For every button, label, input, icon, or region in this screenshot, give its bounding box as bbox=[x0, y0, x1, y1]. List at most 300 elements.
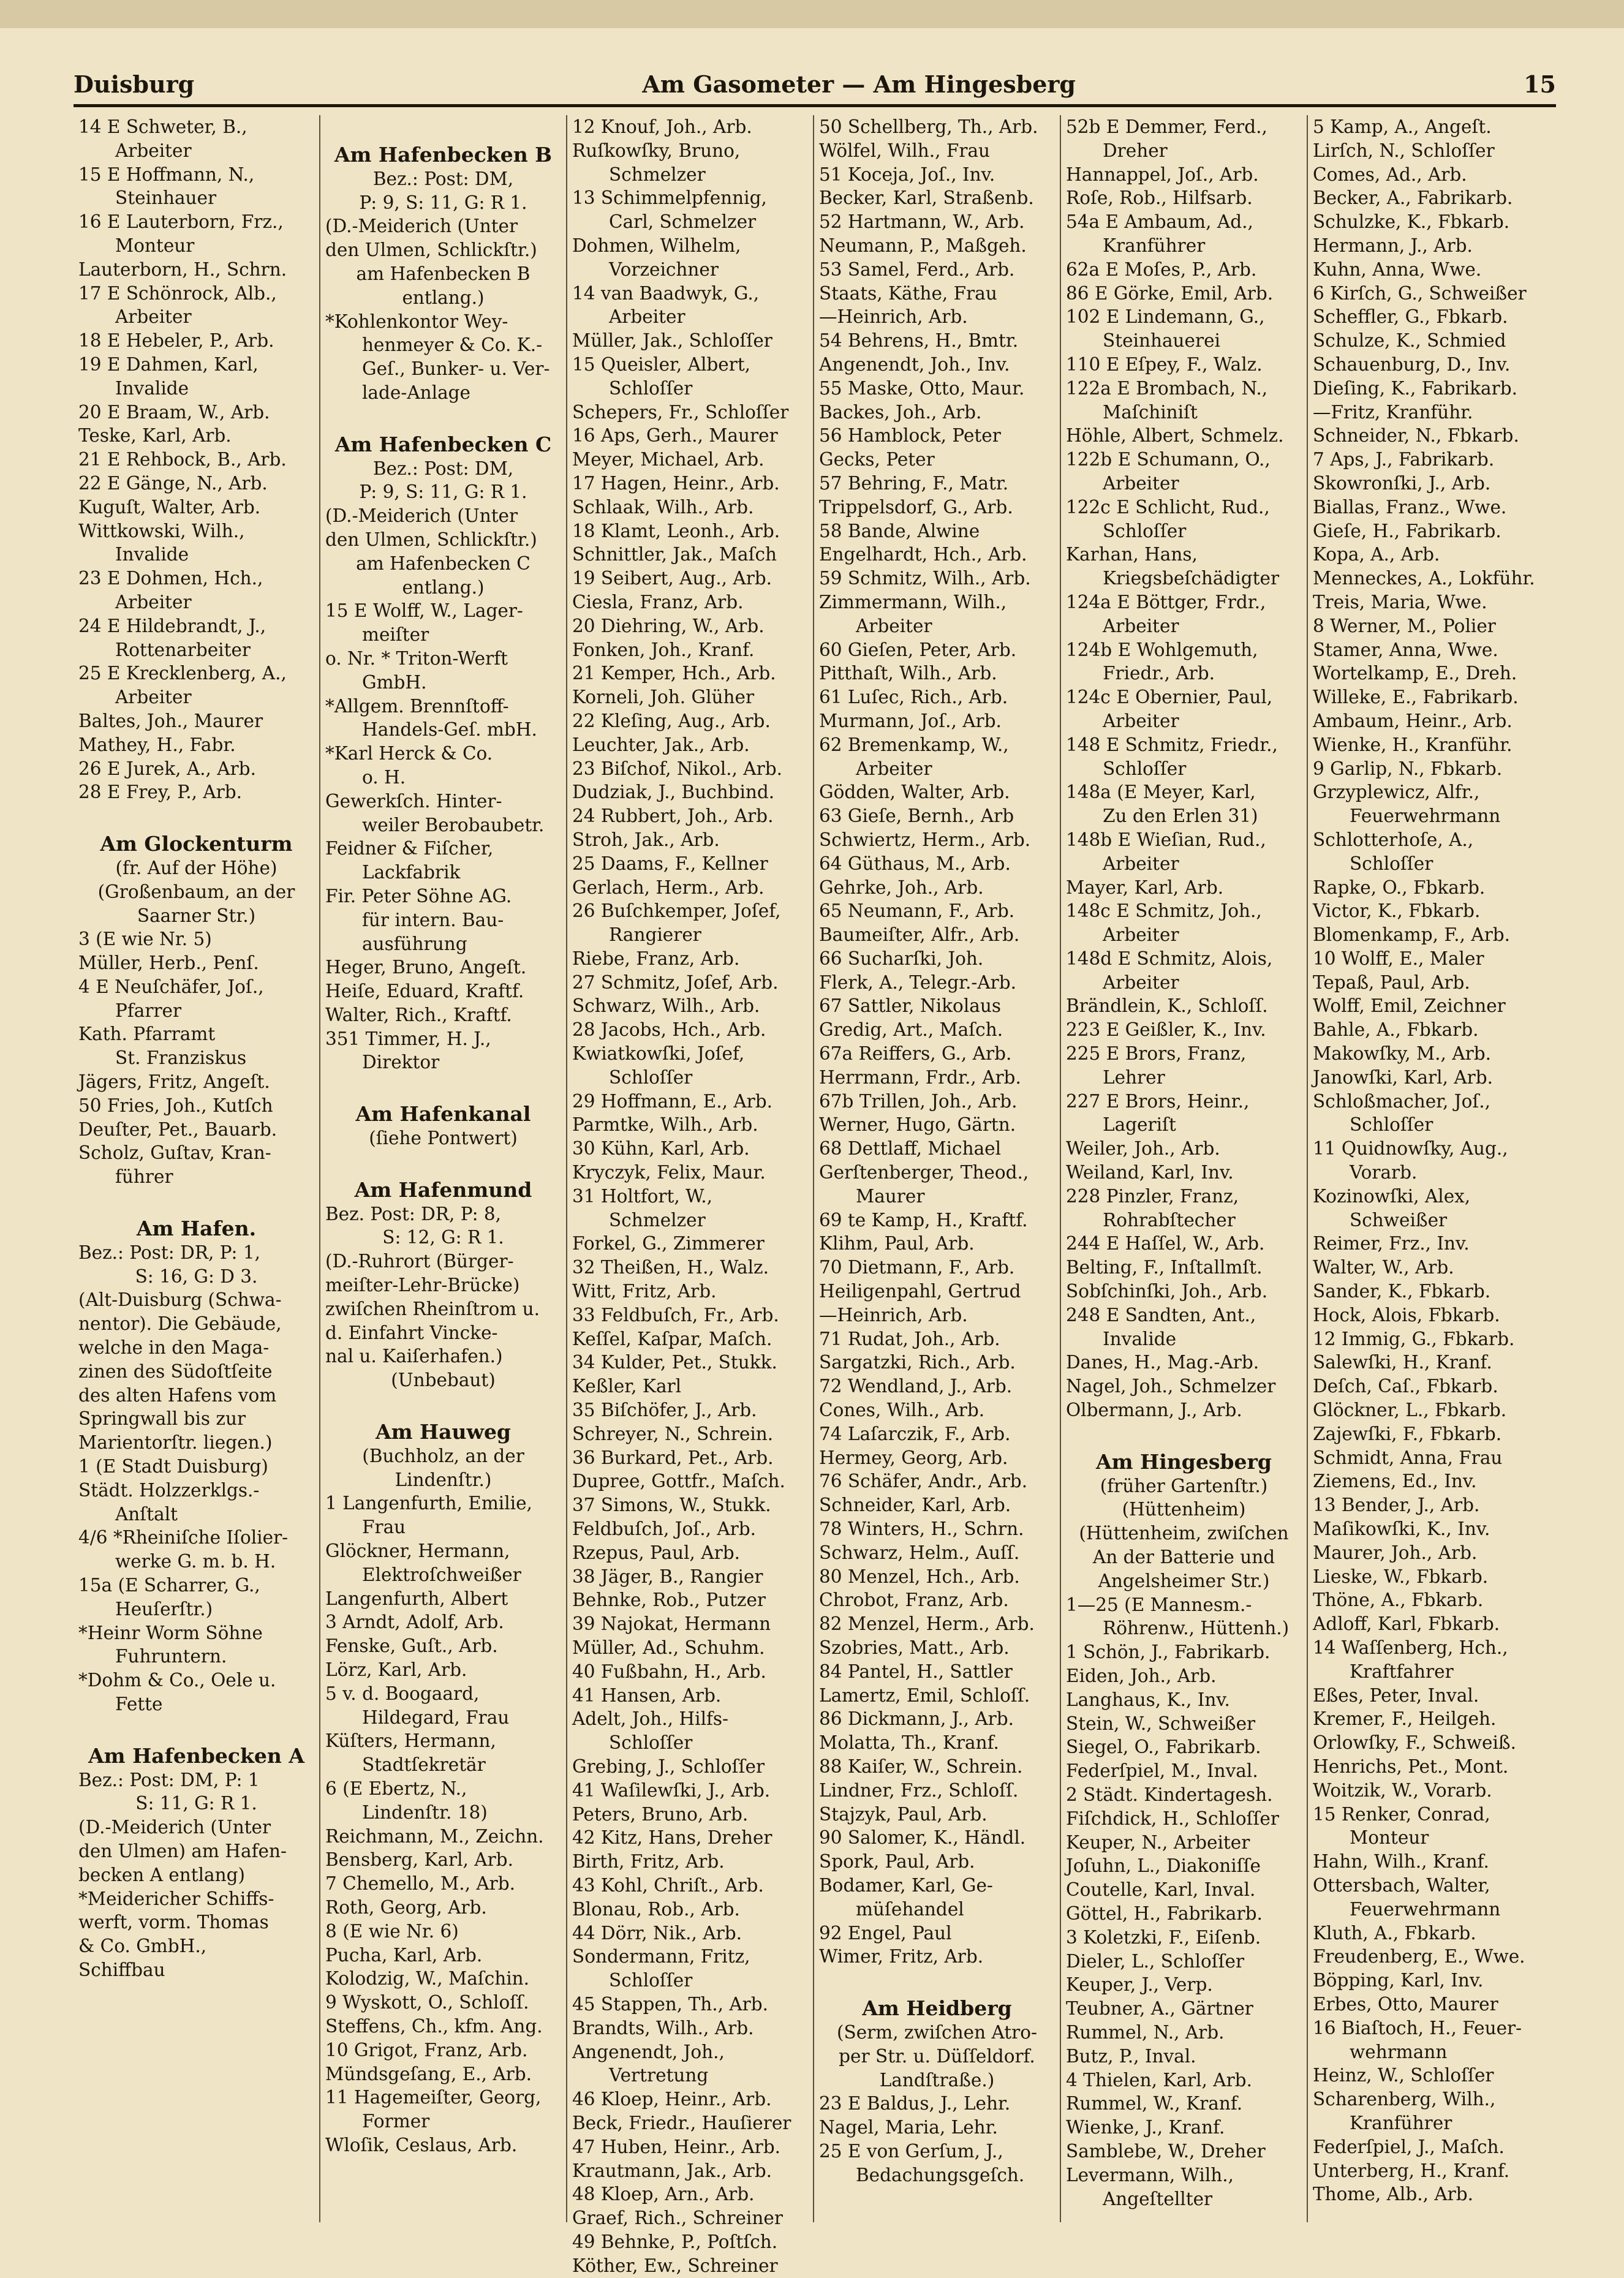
directory-entry: Jägers, Fritz, Angeſt. bbox=[78, 1071, 270, 1093]
directory-entry: 52 Hartmann, W., Arb. bbox=[819, 211, 1025, 233]
directory-entry: Krautmann, Jak., Arb. bbox=[572, 2160, 772, 2181]
directory-entry: Arbeiter bbox=[609, 306, 685, 328]
directory-entry: Coutelle, Karl, Inval. bbox=[1066, 1879, 1256, 1901]
directory-entry: Neumann, P., Maßgeh. bbox=[819, 235, 1027, 256]
directory-entry: 28 E Frey, P., Arb. bbox=[78, 782, 243, 803]
street-heading: Am Glockenturm bbox=[100, 832, 293, 856]
directory-entry: Fir. Peter Söhne AG. bbox=[325, 885, 512, 907]
directory-entry: (D.-Meiderich (Unter bbox=[325, 216, 518, 237]
directory-entry: Olbermann, J., Arb. bbox=[1066, 1400, 1242, 1421]
directory-entry: Gredig, Art., Maſch. bbox=[819, 1019, 1003, 1041]
street-heading: Am Hafenmund bbox=[354, 1177, 532, 1202]
directory-entry: Baumeiſter, Alfr., Arb. bbox=[819, 924, 1020, 946]
directory-entry: 51 Koceja, Joſ., Inv. bbox=[819, 164, 995, 185]
directory-entry: 74 Laſarczik, F., Arb. bbox=[819, 1423, 1011, 1444]
directory-entry: Heuſerſtr.) bbox=[115, 1598, 213, 1620]
directory-entry: Friedr., Arb. bbox=[1103, 663, 1215, 684]
directory-entry: Steinhauerei bbox=[1103, 330, 1220, 352]
directory-entry: 61 Luſec, Rich., Arb. bbox=[819, 687, 1008, 708]
directory-entry: Herrmann, Frdr., Arb. bbox=[819, 1066, 1021, 1088]
street-note: (ſiehe Pontwert) bbox=[369, 1128, 518, 1149]
directory-entry: Keßler, Karl bbox=[572, 1376, 682, 1397]
directory-entry: Kriegsbeſchädigter bbox=[1103, 568, 1280, 589]
directory-entry: Arbeiter bbox=[115, 687, 192, 708]
directory-entry: Baltes, Joh., Maurer bbox=[78, 710, 263, 731]
directory-entry: Lamertz, Emil, Schloſſ. bbox=[819, 1684, 1030, 1706]
directory-entry: Dupree, Gottfr., Maſch. bbox=[572, 1471, 785, 1492]
directory-entry: 9 Wyskott, O., Schloſſ. bbox=[325, 1992, 529, 2013]
directory-entry: 59 Schmitz, Wilh., Arb. bbox=[819, 568, 1031, 589]
directory-entry: 47 Huben, Heinr., Arb. bbox=[572, 2136, 781, 2157]
directory-entry: Dreher bbox=[1103, 140, 1168, 161]
directory-entry: Gerlach, Herm., Arb. bbox=[572, 877, 765, 898]
directory-entry: Meyer, Michael, Arb. bbox=[572, 449, 765, 470]
street-note: (Serm, zwiſchen Atro- bbox=[837, 2021, 1037, 2043]
directory-entry: Langhaus, K., Inv. bbox=[1066, 1689, 1230, 1710]
directory-column-1 bbox=[74, 115, 320, 2222]
directory-entry: Steinhauer bbox=[115, 187, 217, 209]
directory-entry: 124a E Böttger, Frdr., bbox=[1066, 591, 1266, 613]
directory-entry: 122b E Schumann, O., bbox=[1066, 449, 1271, 470]
directory-entry: Keuper, J., Verp. bbox=[1066, 1974, 1213, 1996]
directory-entry: Vorzeichner bbox=[609, 258, 719, 280]
directory-entry: Rangierer bbox=[609, 924, 701, 946]
directory-entry: 66 Sucharſki, Joh. bbox=[819, 948, 984, 969]
directory-entry: Angenendt, Joh., Inv. bbox=[819, 353, 1010, 375]
directory-entry: 70 Dietmann, F., Arb. bbox=[819, 1257, 1015, 1278]
directory-entry: Arbeiter bbox=[1103, 924, 1179, 946]
directory-entry: Lackfabrik bbox=[362, 862, 461, 883]
directory-entry: 62 Bremenkamp, W., bbox=[819, 734, 1009, 755]
directory-entry: 124b E Wohlgemuth, bbox=[1066, 639, 1258, 660]
directory-entry: Zajewſki, F., Fbkarb. bbox=[1313, 1423, 1502, 1444]
directory-entry: 84 Pantel, H., Sattler bbox=[819, 1661, 1013, 1682]
directory-entry: Riebe, Franz, Arb. bbox=[572, 948, 740, 969]
directory-entry: —Heinrich, Arb. bbox=[819, 306, 968, 328]
directory-entry: wehrmann bbox=[1350, 2041, 1448, 2062]
directory-entry: Backes, Joh., Arb. bbox=[819, 401, 982, 423]
directory-entry: d. Einfahrt Vincke- bbox=[325, 1322, 498, 1343]
street-heading: Am Hafenbecken C bbox=[334, 432, 552, 456]
directory-entry: Hock, Alois, Fbkarb. bbox=[1313, 1304, 1500, 1326]
directory-entry: Deſch, Caſ., Fbkarb. bbox=[1313, 1376, 1498, 1397]
directory-entry: Hahn, Wilh., Kranf. bbox=[1313, 1851, 1489, 1873]
directory-entry: 29 Hoffmann, E., Arb. bbox=[572, 1090, 773, 1112]
directory-entry: Biallas, Franz., Wwe. bbox=[1313, 496, 1507, 518]
directory-entry: Walter, Rich., Kraftf. bbox=[325, 1004, 512, 1025]
directory-entry: Angeſtellter bbox=[1103, 2188, 1213, 2209]
directory-entry: Wittkowski, Wilh., bbox=[78, 520, 245, 541]
directory-entry: Becker, A., Fabrikarb. bbox=[1313, 187, 1513, 209]
directory-entry: Schloſſer bbox=[609, 1066, 693, 1088]
directory-entry: 41 Hansen, Arb. bbox=[572, 1684, 722, 1706]
directory-entry: Keuper, N., Arbeiter bbox=[1066, 1831, 1250, 1853]
directory-entry: 122c E Schlicht, Rud., bbox=[1066, 496, 1270, 518]
directory-entry: (D.-Ruhrort (Bürger- bbox=[325, 1251, 514, 1272]
directory-entry: Forkel, G., Zimmerer bbox=[572, 1233, 765, 1254]
directory-entry: Schnittler, Jak., Maſch bbox=[572, 544, 777, 565]
directory-entry: —Heinrich, Arb. bbox=[819, 1304, 968, 1326]
directory-entry: Stroh, Jak., Arb. bbox=[572, 829, 720, 850]
directory-entry: 148d E Schmitz, Alois, bbox=[1066, 948, 1273, 969]
directory-entry: 36 Burkard, Pet., Arb. bbox=[572, 1447, 774, 1468]
directory-entry: Glöckner, L., Fbkarb. bbox=[1313, 1400, 1507, 1421]
directory-entry: o. H. bbox=[362, 766, 406, 788]
directory-entry: 4 E Neuſchäfer, Joſ., bbox=[78, 976, 264, 997]
directory-entry: Adloff, Karl, Fbkarb. bbox=[1313, 1613, 1500, 1635]
street-note: am Hafenbecken C bbox=[356, 553, 531, 574]
directory-entry: Fette bbox=[115, 1694, 163, 1714]
header-rule bbox=[74, 104, 1556, 107]
directory-entry: 227 E Brors, Heinr., bbox=[1066, 1090, 1250, 1112]
directory-entry: Schwiertz, Herm., Arb. bbox=[819, 829, 1031, 850]
directory-entry: Treis, Maria, Wwe. bbox=[1313, 591, 1487, 613]
directory-entry: 7 Chemello, M., Arb. bbox=[325, 1873, 515, 1895]
directory-entry: Lehrer bbox=[1103, 1066, 1165, 1088]
directory-entry: Dieler, L., Schloſſer bbox=[1066, 1950, 1245, 1972]
directory-entry: *Meidericher Schiffs- bbox=[78, 1888, 274, 1909]
directory-entry: Staats, Käthe, Frau bbox=[819, 282, 997, 304]
directory-entry: Schloſſer bbox=[1103, 758, 1187, 779]
directory-column-4 bbox=[814, 115, 1061, 2222]
directory-entry: Kremer, F., Heilgeh. bbox=[1313, 1708, 1497, 1730]
directory-entry: & Co. GmbH., bbox=[78, 1936, 207, 1957]
directory-entry: 18 E Hebeler, P., Arb. bbox=[78, 330, 274, 352]
directory-entry: Tepaß, Paul, Arb. bbox=[1313, 971, 1470, 993]
directory-entry: Lirſch, N., Schloſſer bbox=[1313, 140, 1495, 161]
directory-entry: Gieſe, H., Fabrikarb. bbox=[1313, 520, 1501, 541]
directory-entry: werke G. m. b. H. bbox=[115, 1551, 276, 1572]
directory-entry: 148 E Schmitz, Friedr., bbox=[1066, 734, 1278, 755]
directory-entry: Geſ., Bunker- u. Ver- bbox=[362, 358, 550, 380]
directory-entry: 35 Biſchöfer, J., Arb. bbox=[572, 1400, 757, 1421]
directory-column-2 bbox=[320, 115, 567, 2222]
directory-entry: 45 Stappen, Th., Arb. bbox=[572, 1993, 769, 2015]
directory-entry: 15 E Hoffmann, N., bbox=[78, 164, 255, 185]
directory-entry: 21 Kemper, Hch., Arb. bbox=[572, 663, 776, 684]
directory-entry: 223 E Geißler, K., Inv. bbox=[1066, 1019, 1266, 1041]
directory-entry: zinen des Südoſtſeite bbox=[78, 1360, 273, 1382]
street-note: Saarner Str.) bbox=[137, 905, 256, 926]
directory-column-3 bbox=[567, 115, 814, 2276]
directory-entry: o. Nr. * Triton-Werft bbox=[325, 647, 508, 669]
directory-entry: 20 E Braam, W., Arb. bbox=[78, 401, 270, 423]
directory-entry: Fiſchdick, H., Schloſſer bbox=[1066, 1808, 1279, 1829]
directory-entry: Beck, Friedr., Hauſierer bbox=[572, 2112, 791, 2133]
street-note: (Großenbaum, an der bbox=[97, 881, 295, 902]
directory-entry: Schlotterhoſe, A., bbox=[1313, 829, 1474, 850]
directory-entry: welche in den Maga- bbox=[78, 1337, 270, 1359]
directory-entry: Teubner, A., Gärtner bbox=[1066, 1998, 1253, 2020]
directory-entry: 60 Gieſen, Peter, Arb. bbox=[819, 639, 1017, 660]
directory-entry: Schepers, Fr., Schloſſer bbox=[572, 401, 789, 423]
directory-entry: 86 E Görke, Emil, Arb. bbox=[1066, 282, 1274, 304]
directory-entry: 15 Renker, Conrad, bbox=[1313, 1803, 1490, 1825]
directory-entry: Monteur bbox=[1350, 1827, 1429, 1849]
directory-entry: Heger, Bruno, Angeſt. bbox=[325, 957, 527, 978]
directory-entry: Willeke, E., Fabrikarb. bbox=[1313, 687, 1519, 708]
directory-entry: Wortelkamp, E., Dreh. bbox=[1313, 663, 1517, 684]
street-heading: Am Hauweg bbox=[375, 1420, 512, 1444]
directory-entry: meiſter bbox=[362, 624, 429, 646]
directory-entry: 41 Waſilewſki, J., Arb. bbox=[572, 1779, 771, 1801]
directory-entry: Schiffbau bbox=[78, 1959, 165, 1980]
directory-entry: nal u. Kaiſerhafen.) bbox=[325, 1346, 503, 1367]
directory-entry: Küſters, Hermann, bbox=[325, 1730, 496, 1752]
directory-entry: 44 Dörr, Nik., Arb. bbox=[572, 1922, 742, 1944]
directory-entry: 18 Klamt, Leonh., Arb. bbox=[572, 520, 780, 541]
directory-entry: 5 Kamp, A., Angeſt. bbox=[1313, 116, 1492, 137]
directory-entry: Lageriſt bbox=[1103, 1114, 1176, 1136]
directory-entry: Maurer bbox=[856, 1185, 925, 1207]
directory-entry: 65 Neumann, F., Arb. bbox=[819, 900, 1015, 922]
directory-entry: 17 Hagen, Heinr., Arb. bbox=[572, 472, 780, 494]
street-note: (Hüttenheim, zwiſchen bbox=[1079, 1523, 1289, 1544]
directory-entry: Engelhardt, Hch., Arb. bbox=[819, 544, 1027, 565]
directory-entry: Feuerwehrmann bbox=[1350, 805, 1501, 827]
directory-entry: Arbeiter bbox=[115, 306, 192, 328]
street-note: P: 9, S: 11, G: R 1. bbox=[359, 481, 527, 503]
directory-entry: Feidner & Fiſcher, bbox=[325, 838, 494, 859]
directory-entry: Schloſſer bbox=[1350, 1114, 1433, 1136]
directory-entry: Frau bbox=[362, 1517, 406, 1538]
directory-entry: 54 Behrens, H., Bmtr. bbox=[819, 330, 1019, 352]
directory-entry: 67a Reiffers, G., Arb. bbox=[819, 1043, 1012, 1065]
header-page-number: 15 bbox=[1524, 70, 1556, 98]
directory-entry: Hildegard, Frau bbox=[362, 1707, 510, 1728]
directory-entry: 15 Queisler, Albert, bbox=[572, 353, 751, 375]
directory-entry: 57 Behring, F., Matr. bbox=[819, 472, 1009, 494]
directory-entry: Unterberg, H., Kranf. bbox=[1313, 2160, 1510, 2181]
page-top-edge bbox=[0, 0, 1624, 28]
directory-entry: Arbeiter bbox=[856, 615, 932, 636]
directory-entry: weiler Berobaubetr. bbox=[362, 814, 545, 835]
directory-entry: 24 E Hildebrandt, J., bbox=[78, 615, 266, 636]
directory-entry: Sobſchinſki, Joh., Arb. bbox=[1066, 1281, 1268, 1302]
directory-entry: Ciesla, Franz, Arb. bbox=[572, 591, 744, 613]
directory-entry: 110 E Eſpey, F., Walz. bbox=[1066, 353, 1263, 375]
directory-entry: 26 Buſchkemper, Joſef, bbox=[572, 900, 781, 922]
directory-entry: Gödden, Walter, Arb. bbox=[819, 782, 1010, 803]
directory-entry: Kranführer bbox=[1350, 2112, 1452, 2133]
directory-entry: 50 Fries, Joh., Kutſch bbox=[78, 1095, 273, 1116]
directory-entry: Becker, Karl, Straßenb. bbox=[819, 187, 1034, 209]
directory-entry: Kluth, A., Fbkarb. bbox=[1313, 1922, 1476, 1944]
directory-entry: Feldbuſch, Joſ., Arb. bbox=[572, 1518, 757, 1540]
directory-entry: 86 Dickmann, J., Arb. bbox=[819, 1708, 1014, 1730]
directory-entry: Thöne, A., Fbkarb. bbox=[1313, 1590, 1484, 1611]
directory-entry: Invalide bbox=[115, 544, 189, 565]
directory-entry: 8 (E wie Nr. 6) bbox=[325, 1920, 459, 1942]
directory-entry: Korneli, Joh. Glüher bbox=[572, 687, 755, 708]
directory-entry: 49 Behnke, P., Poſtſch. bbox=[572, 2231, 778, 2252]
directory-entry: Arbeiter bbox=[1103, 710, 1179, 731]
directory-entry: Müller, Herb., Penſ. bbox=[78, 952, 259, 974]
directory-entry: 24 Rubbert, Joh., Arb. bbox=[572, 805, 774, 827]
street-heading: Am Hafen. bbox=[136, 1216, 257, 1241]
directory-entry: Kopa, A., Arb. bbox=[1313, 544, 1440, 565]
directory-entry: Schneider, Karl, Arb. bbox=[819, 1495, 1011, 1516]
directory-entry: Hermey, Georg, Arb. bbox=[819, 1447, 1008, 1468]
directory-entry: Schmelzer bbox=[609, 164, 706, 185]
directory-entry: Rummel, N., Arb. bbox=[1066, 2021, 1225, 2043]
directory-entry: Cones, Wilh., Arb. bbox=[819, 1400, 985, 1421]
directory-entry: Böpping, Karl, Inv. bbox=[1313, 1970, 1484, 1991]
directory-entry: 148a (E Meyer, Karl, bbox=[1066, 782, 1256, 803]
directory-entry: Arbeiter bbox=[1103, 615, 1179, 636]
directory-entry: Glöckner, Hermann, bbox=[325, 1541, 510, 1562]
directory-entry: Elektroſchweißer bbox=[362, 1564, 521, 1585]
directory-entry: 37 Simons, W., Stukk. bbox=[572, 1495, 771, 1516]
directory-entry: 32 Theißen, H., Walz. bbox=[572, 1257, 769, 1278]
directory-entry: Henrichs, Pet., Mont. bbox=[1313, 1756, 1509, 1777]
directory-entry: Bodamer, Karl, Ge- bbox=[819, 1874, 993, 1896]
directory-entry: 67 Sattler, Nikolaus bbox=[819, 995, 1001, 1017]
directory-entry: *Heinr Worm Söhne bbox=[78, 1622, 263, 1643]
directory-entry: lade-Anlage bbox=[362, 382, 470, 403]
directory-entry: Behnke, Rob., Putzer bbox=[572, 1590, 766, 1611]
directory-entry: Müller, Ad., Schuhm. bbox=[572, 1637, 765, 1658]
directory-entry: Erbes, Otto, Maurer bbox=[1313, 1993, 1498, 2015]
directory-entry: Parmtke, Wilh., Arb. bbox=[572, 1114, 758, 1136]
directory-entry: Bahle, A., Fbkarb. bbox=[1313, 1019, 1479, 1041]
directory-entry: Schloſſer bbox=[1350, 853, 1433, 874]
directory-entry: Heiligenpahl, Gertrud bbox=[819, 1281, 1021, 1302]
directory-entry: Brändlein, K., Schloſſ. bbox=[1066, 995, 1268, 1017]
directory-entry: 25 E Krecklenberg, A., bbox=[78, 663, 287, 684]
directory-entry: Scholz, Guſtav, Kran- bbox=[78, 1142, 271, 1164]
directory-entry: 80 Menzel, Hch., Arb. bbox=[819, 1566, 1020, 1587]
directory-entry: 42 Kitz, Hans, Dreher bbox=[572, 1827, 772, 1849]
street-note: S: 12, G: R 1. bbox=[382, 1227, 504, 1248]
directory-entry: 13 Schimmelpfennig, bbox=[572, 187, 767, 209]
directory-entry: 26 E Jurek, A., Arb. bbox=[78, 758, 256, 779]
directory-entry: 19 E Dahmen, Karl, bbox=[78, 353, 259, 375]
directory-entry: meiſter-Lehr-Brücke) bbox=[325, 1275, 520, 1296]
directory-entry: 12 Knouf, Joh., Arb. bbox=[572, 116, 752, 137]
directory-entry: Sondermann, Fritz, bbox=[572, 1946, 750, 1967]
directory-entry: Lauterborn, H., Schrn. bbox=[78, 258, 287, 280]
directory-entry: Arbeiter bbox=[115, 140, 192, 161]
street-heading: Am Hingesberg bbox=[1096, 1449, 1272, 1474]
directory-entry: Arbeiter bbox=[1103, 971, 1179, 993]
directory-entry: (Alt-Duisburg (Schwa- bbox=[78, 1289, 282, 1311]
directory-entry: 38 Jäger, B., Rangier bbox=[572, 1566, 763, 1587]
directory-entry: Schloſſer bbox=[609, 377, 693, 399]
directory-entry: Makowſky, M., Arb. bbox=[1313, 1043, 1491, 1065]
directory-entry: *Dohm & Co., Oele u. bbox=[78, 1670, 276, 1691]
directory-entry: 16 Biaſtoch, H., Feuer- bbox=[1313, 2017, 1522, 2039]
directory-entry: Kryczyk, Felix, Maur. bbox=[572, 1162, 766, 1183]
directory-entry: Pucha, Karl, Arb. bbox=[325, 1944, 483, 1966]
directory-entry: Dudziak, J., Buchbind. bbox=[572, 782, 775, 803]
directory-entry: Former bbox=[362, 2111, 430, 2132]
directory-entry: Janowſki, Karl, Arb. bbox=[1313, 1066, 1493, 1088]
directory-entry: 351 Timmer, H. J., bbox=[325, 1028, 491, 1049]
directory-entry: Pfarrer bbox=[115, 1000, 182, 1021]
directory-entry: Lörz, Karl, Arb. bbox=[325, 1659, 467, 1681]
directory-entry: Teske, Karl, Arb. bbox=[78, 425, 232, 447]
directory-entry: für intern. Bau- bbox=[362, 909, 504, 930]
directory-entry: Schwarz, Wilh., Arb. bbox=[572, 995, 760, 1017]
directory-entry: *Kohlenkontor Wey- bbox=[325, 311, 508, 332]
directory-entry: Levermann, Wilh., bbox=[1066, 2164, 1234, 2186]
directory-entry: 4/6 *Rheiniſche Iſolier- bbox=[78, 1527, 289, 1548]
directory-entry: 17 E Schönrock, Alb., bbox=[78, 282, 277, 304]
directory-entry: Schloßmacher, Joſ., bbox=[1313, 1090, 1491, 1112]
directory-entry: Lindenſtr. 18) bbox=[362, 1801, 488, 1823]
directory-entry: 67b Trillen, Joh., Arb. bbox=[819, 1090, 1018, 1112]
directory-entry: Belting, F., Inſtallmſt. bbox=[1066, 1257, 1263, 1278]
directory-entry: Schulzke, K., Fbkarb. bbox=[1313, 211, 1510, 233]
directory-entry: Kwiatkowſki, Joſef, bbox=[572, 1043, 745, 1065]
directory-entry: 69 te Kamp, H., Kraftf. bbox=[819, 1209, 1028, 1231]
directory-entry: 76 Schäfer, Andr., Arb. bbox=[819, 1471, 1028, 1492]
directory-entry: 50 Schellberg, Th., Arb. bbox=[819, 116, 1038, 137]
directory-entry: Peters, Bruno, Arb. bbox=[572, 1803, 749, 1825]
directory-entry: (D.-Meiderich (Unter bbox=[325, 505, 518, 527]
directory-entry: 46 Kloep, Heinr., Arb. bbox=[572, 2089, 772, 2110]
directory-entry: werft, vorm. Thomas bbox=[78, 1912, 269, 1933]
directory-entry: 5 v. d. Boogaard, bbox=[325, 1683, 480, 1704]
directory-entry: 63 Gieſe, Bernh., Arb bbox=[819, 805, 1014, 827]
directory-entry: zwiſchen Rheinſtrom u. bbox=[325, 1298, 540, 1319]
directory-entry: 23 E Dohmen, Hch., bbox=[78, 568, 263, 589]
directory-entry: 1 Langenfurth, Emilie, bbox=[325, 1493, 532, 1514]
directory-entry: 23 Biſchof, Nikol., Arb. bbox=[572, 758, 782, 779]
directory-entry: Samblebe, W., Dreher bbox=[1066, 2140, 1266, 2162]
directory-entry: 22 E Gänge, N., Arb. bbox=[78, 472, 268, 494]
directory-entry: Schwarz, Helm., Auſſ. bbox=[819, 1542, 1020, 1563]
directory-entry: Stein, W., Schweißer bbox=[1066, 1713, 1256, 1734]
directory-entry: Adelt, Joh., Hilfs- bbox=[572, 1708, 729, 1730]
directory-entry: Comes, Ad., Arb. bbox=[1313, 164, 1467, 185]
directory-entry: Fuhruntern. bbox=[115, 1646, 227, 1667]
directory-entry: 244 E Haſſel, W., Arb. bbox=[1066, 1233, 1265, 1254]
directory-entry: 64 Güthaus, M., Arb. bbox=[819, 853, 1011, 874]
directory-entry: Gewerkſch. Hinter- bbox=[325, 790, 502, 812]
directory-entry: 14 E Schweter, B., bbox=[78, 116, 247, 137]
street-note: am Hafenbecken B bbox=[356, 263, 531, 284]
directory-entry: Brandts, Wilh., Arb. bbox=[572, 2017, 754, 2039]
directory-entry: Kolodzig, W., Maſchin. bbox=[325, 1968, 530, 1989]
directory-entry: Pitthaſt, Wilh., Arb. bbox=[819, 663, 997, 684]
directory-entry: 23 E Baldus, J., Lehr. bbox=[819, 2093, 1011, 2114]
directory-entry: Schloſſer bbox=[1103, 520, 1187, 541]
street-note: (fr. Auf der Höhe) bbox=[115, 857, 278, 878]
street-heading: Am Heidberg bbox=[862, 1996, 1012, 2021]
directory-entry: Schauenburg, D., Inv. bbox=[1313, 353, 1511, 375]
directory-entry: Butz, P., Inval. bbox=[1066, 2045, 1196, 2067]
directory-entry: 12 Immig, G., Fbkarb. bbox=[1313, 1328, 1515, 1349]
directory-entry: Müller, Jak., Schloſſer bbox=[572, 330, 772, 352]
directory-entry: 30 Kühn, Karl, Arb. bbox=[572, 1138, 750, 1160]
directory-entry: Maſikowſki, K., Inv. bbox=[1313, 1518, 1490, 1540]
page-header bbox=[74, 61, 1556, 98]
directory-entry: Stadtſekretär bbox=[362, 1754, 486, 1776]
directory-entry: Woitzik, W., Vorarb. bbox=[1313, 1779, 1492, 1801]
directory-entry: 8 Werner, M., Polier bbox=[1313, 615, 1496, 636]
directory-entry: 248 E Sandten, Ant., bbox=[1066, 1304, 1256, 1326]
directory-entry: Federſpiel, M., Inval. bbox=[1066, 1760, 1258, 1782]
directory-entry: Witt, Fritz, Arb. bbox=[572, 1281, 717, 1302]
directory-entry: Göttel, H., Fabrikarb. bbox=[1066, 1903, 1263, 1924]
directory-entry: 148b E Wieſian, Rud., bbox=[1066, 829, 1266, 850]
directory-entry: Lindner, Frz., Schloſſ. bbox=[819, 1779, 1019, 1801]
directory-entry: 72 Wendland, J., Arb. bbox=[819, 1376, 1013, 1397]
directory-entry: Karhan, Hans, bbox=[1066, 544, 1198, 565]
directory-entry: 27 Schmitz, Joſef, Arb. bbox=[572, 971, 779, 993]
